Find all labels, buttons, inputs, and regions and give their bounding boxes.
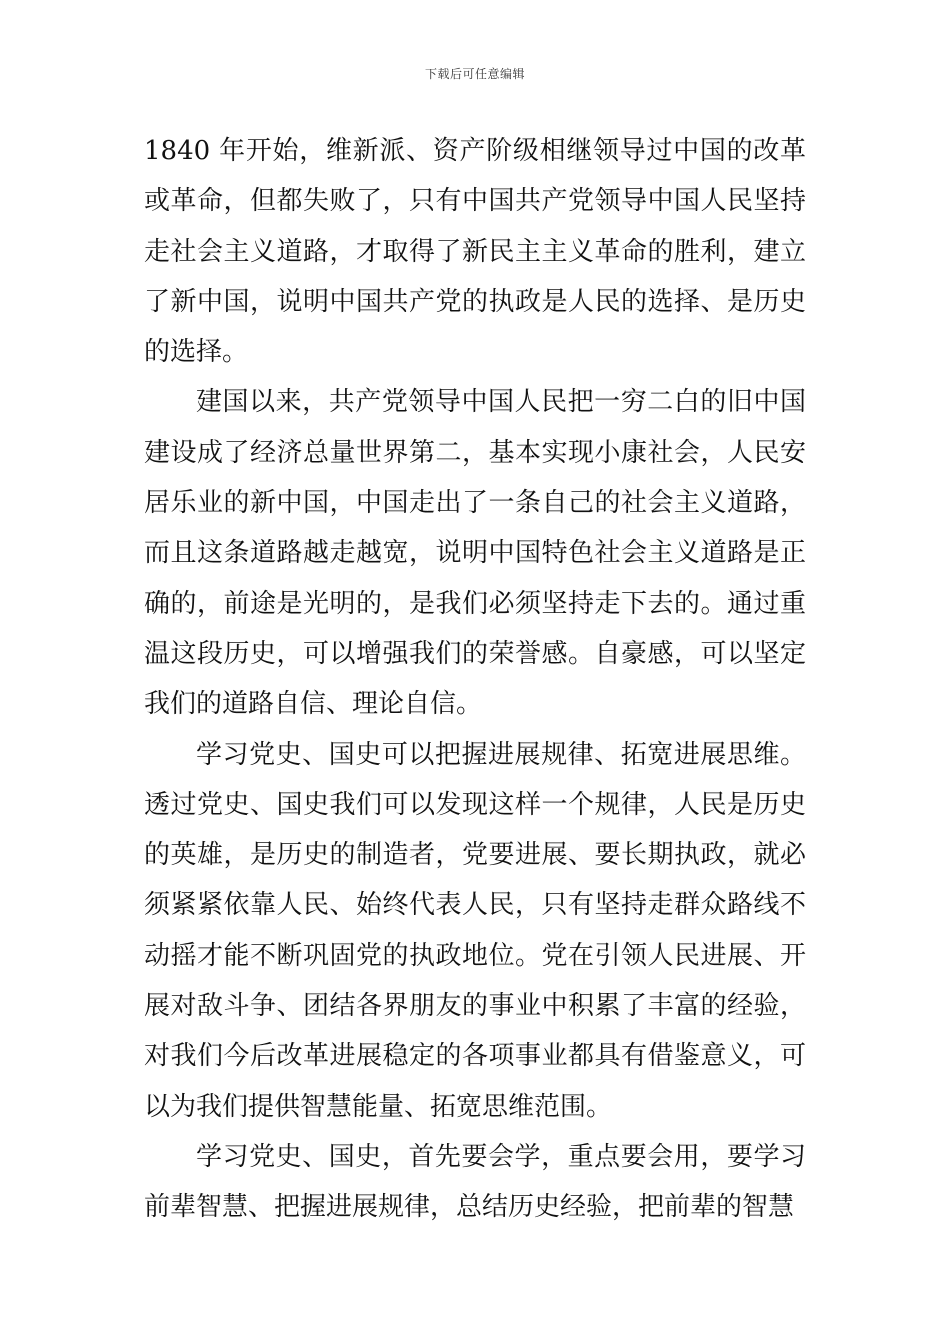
text-line: 革命，但都失败了，只有中国共产党领导中国人民坚持走 (144, 186, 806, 267)
text-line: 建国以来，共产党领导中国人民把一穷二白的旧中国 (196, 387, 806, 418)
text-line: 展对敌斗争、团结各界朋友的事业中积累了丰富的经验， (144, 991, 806, 1022)
text-line: 透过党史、国史我们可以发现这样一个规律，人民是历史 (144, 789, 806, 820)
text-line: 对我们今后改革进展稳定的各项事业都具有借鉴意义，可 (144, 1041, 806, 1072)
text-line: 而且这条道路越走越宽，说明中国特色社会主义道路是正 (144, 538, 806, 569)
paragraph-1 (144, 126, 806, 377)
text-line: 学习党史、国史，首先要会学，重点要会用，要学习 (196, 1141, 806, 1172)
text-line: 学习党史、国史可以把握进展规律、拓宽进展思维。 (196, 739, 806, 770)
text-line: 新中国，说明中国共产党的执政是人民的选择、是历史的 (144, 286, 806, 368)
text-line: 选择。 (170, 337, 249, 368)
text-line: 以为我们提供智慧能量、拓宽思维范围。 (144, 1091, 613, 1122)
text-line: 建设成了经济总量世界第二，基本实现小康社会，人民安 (144, 437, 806, 468)
text-line: 须紧紧依靠人民、始终代表人民，只有坚持走群众路线不 (144, 890, 806, 921)
text-line: 确的，前途是光明的，是我们必须坚持走下去的。通过重 (144, 588, 806, 619)
text-line: 动摇才能不断巩固党的执政地位。党在引领人民进展、开 (144, 940, 806, 971)
text-line: 温这段历史，可以增强我们的荣誉感。自豪感，可以坚定 (144, 638, 806, 669)
text-line: 居乐业的新中国，中国走出了一条自己的社会主义道路， (144, 488, 806, 519)
paragraph-3 (144, 730, 806, 1132)
text-line: 前辈智慧、把握进展规律，总结历史经验，把前辈的智慧 (144, 1192, 795, 1223)
text-line: 社会主义道路，才取得了新民主主义革命的胜利，建立了 (144, 236, 806, 317)
page-header: 下载后可任意编辑 (424, 67, 525, 81)
paragraph-4 (144, 1132, 806, 1233)
text-line: 1840 年开始，维新派、资产阶级相继领导过中国的改革或 (144, 136, 806, 217)
paragraph-2 (144, 377, 806, 729)
document-body (144, 126, 806, 1233)
text-line: 我们的道路自信、理论自信。 (144, 689, 483, 720)
text-line: 的英雄，是历史的制造者，党要进展、要长期执政，就必 (144, 840, 806, 871)
